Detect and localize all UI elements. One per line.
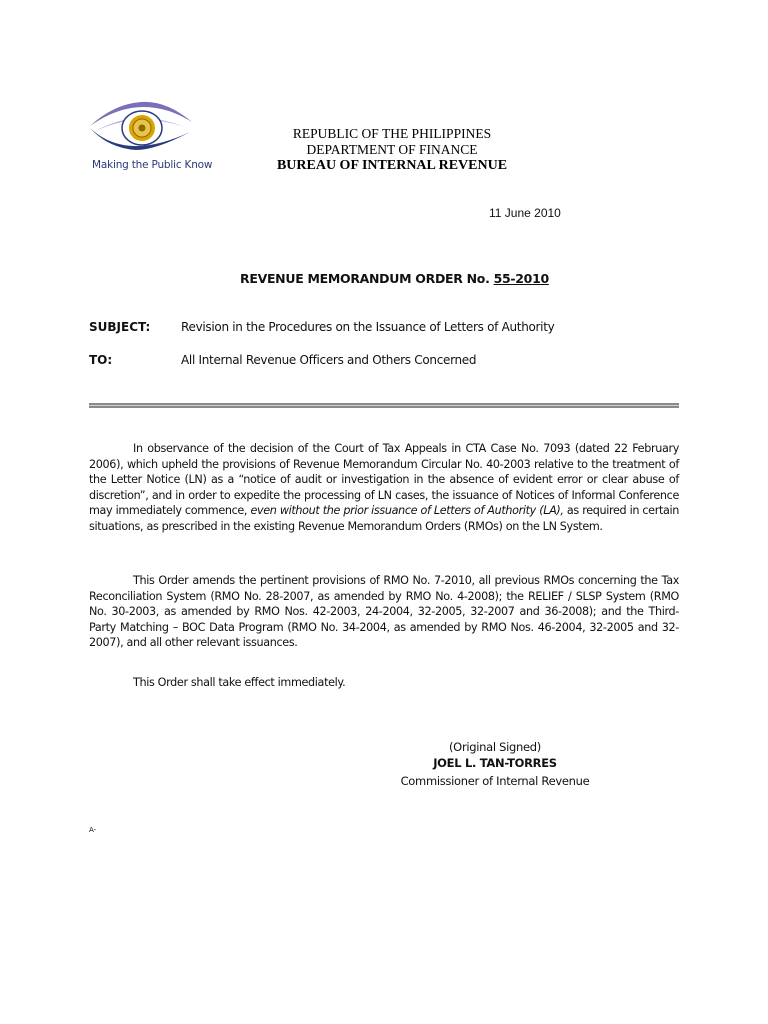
- header-republic: REPUBLIC OF THE PHILIPPINES: [292, 126, 492, 141]
- order-prefix: REVENUE MEMORANDUM ORDER No.: [240, 271, 494, 286]
- eye-emblem-icon: [86, 88, 196, 162]
- header-bureau: BUREAU OF INTERNAL REVENUE: [276, 158, 508, 173]
- body-paragraph-1: [89, 441, 679, 535]
- paragraph-1-text-a: In observance of the decision of the Court of Tax Appeals in CTA Case No. 7093 (dated 22 February 2006), which upheld the provisions of Revenue Memorandum Circular No. 40-2003 relative to the treatment of the Letter Notice (LN) as a “notice of audit or investigation in the absence of evident error or clear abuse of discretion”, and in order to expedite the processing of LN cases, the issuance of Notices of Informal Conference may immediately commence,: [89, 442, 679, 518]
- signature-note: (Original Signed): [449, 740, 541, 754]
- paragraph-1-text-b: as required in certain situations, as prescribed in the existing Revenue Memorandum Orders (RMOs) on the LN System.: [89, 504, 679, 533]
- order-number: 55-2010: [493, 271, 549, 286]
- footer-code: A-: [89, 826, 97, 834]
- paragraph-1-emphasis: even without the prior issuance of Letters of Authority (LA),: [250, 504, 564, 518]
- order-title: [240, 271, 549, 286]
- logo-tagline: Making the Public Know: [92, 159, 213, 171]
- subject-text: Revision in the Procedures on the Issuance of Letters of Authority: [181, 320, 555, 334]
- body-paragraph-3: This Order shall take effect immediately.: [133, 676, 346, 689]
- body-paragraph-2: This Order amends the pertinent provisions of RMO No. 7-2010, all previous RMOs concerning the Tax Reconciliation System (RMO No. 28-2007, as amended by RMO No. 4-2008); the RELIEF / SLSP System (RMO No. 30-2003, as amended by RMO Nos. 42-2003, 24-2004, 32-2005, 32-2007 and 36-2008); and the Third-Party Matching – BOC Data Program (RMO No. 34-2004, as amended by RMO Nos. 46-2004, 32-2005 and 32-2007), and all other relevant issuances.: [89, 574, 679, 650]
- section-divider: [89, 403, 679, 408]
- to-label: TO:: [89, 353, 113, 367]
- subject-label: SUBJECT:: [89, 320, 151, 334]
- signatory-title: Commissioner of Internal Revenue: [400, 774, 590, 788]
- bir-logo: [86, 88, 213, 180]
- document-date: 11 June 2010: [489, 206, 561, 220]
- to-text: All Internal Revenue Officers and Others Concerned: [181, 353, 477, 367]
- signatory-name: JOEL L. TAN-TORRES: [433, 756, 557, 770]
- header-department: DEPARTMENT OF FINANCE: [306, 142, 478, 157]
